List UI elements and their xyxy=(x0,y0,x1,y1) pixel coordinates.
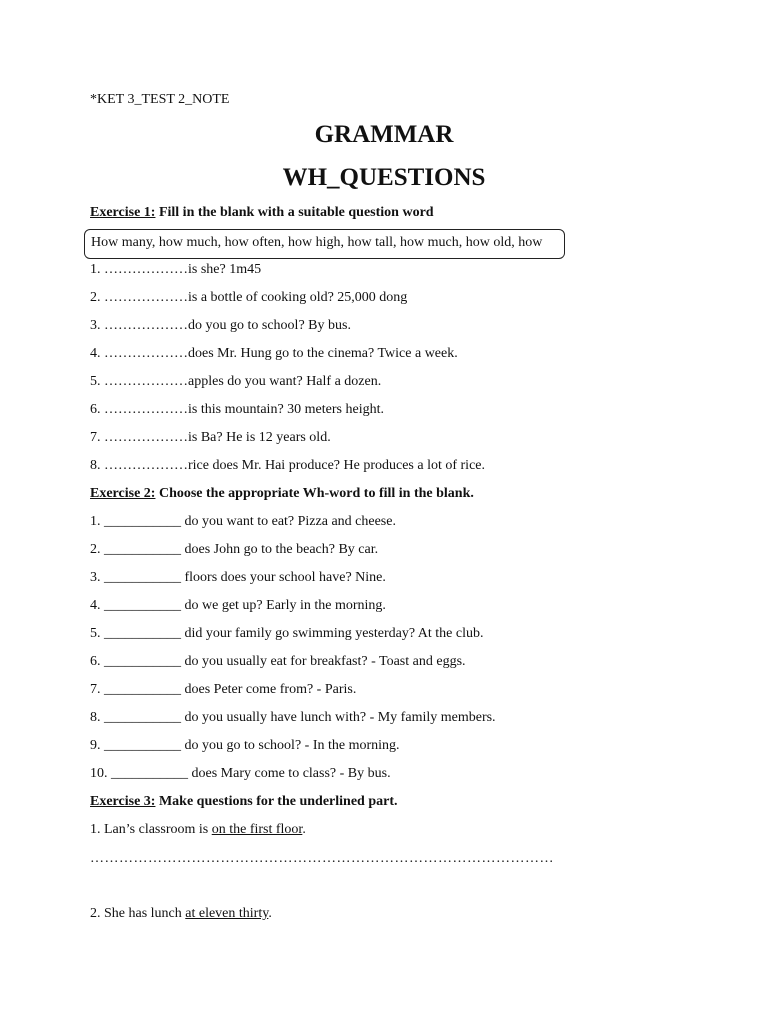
exercise-3-item xyxy=(90,906,272,922)
exercise-2-item: 8. ___________ do you usually have lunch with? - My family members. xyxy=(90,710,496,725)
exercise-1-item: 1. ………………is she? 1m45 xyxy=(90,262,262,277)
exercise-2-item: 2. ___________ does John go to the beach? By car. xyxy=(90,542,379,557)
exercise-2-item: 4. ___________ do we get up? Early in the morning. xyxy=(90,598,386,613)
exercise-3-heading xyxy=(90,794,398,810)
underlined-part: at eleven thirty xyxy=(185,906,269,921)
exercise-3-instruction: Make questions for the underlined part. xyxy=(155,794,398,809)
exercise-2-item: 9. ___________ do you go to school? - In the morning. xyxy=(90,738,400,753)
word-box xyxy=(84,229,565,259)
item-text: 1. Lan’s classroom is xyxy=(90,822,212,837)
word-box-text: How many, how much, how often, how high, how tall, how much, how old, how xyxy=(91,235,543,250)
exercise-3-item xyxy=(90,822,306,838)
exercise-1-item: 6. ………………is this mountain? 30 meters height. xyxy=(90,402,384,417)
exercise-1-item: 4. ………………does Mr. Hung go to the cinema? Twice a week. xyxy=(90,346,458,361)
page-title: GRAMMAR xyxy=(314,121,454,148)
exercise-1-item: 5. ………………apples do you want? Half a dozen. xyxy=(90,374,382,389)
exercise-1-item: 8. ………………rice does Mr. Hai produce? He produces a lot of rice. xyxy=(90,458,485,473)
exercise-1-item: 3. ………………do you go to school? By bus. xyxy=(90,318,351,333)
exercise-1-heading xyxy=(90,205,434,221)
exercise-1-label: Exercise 1: xyxy=(90,205,156,220)
exercise-2-item: 1. ___________ do you want to eat? Pizza and cheese. xyxy=(90,514,396,529)
exercise-2-label: Exercise 2: xyxy=(90,486,156,501)
page-subtitle: WH_QUESTIONS xyxy=(282,164,486,191)
header-note: *KET 3_TEST 2_NOTE xyxy=(90,92,230,107)
exercise-2-item: 7. ___________ does Peter come from? - Paris. xyxy=(90,682,357,697)
exercise-3-label: Exercise 3: xyxy=(90,794,156,809)
underlined-part: on the first floor xyxy=(211,822,303,837)
exercise-1-item: 2. ………………is a bottle of cooking old? 25,000 dong xyxy=(90,290,408,305)
exercise-2-item: 5. ___________ did your family go swimming yesterday? At the club. xyxy=(90,626,484,641)
exercise-1-instruction: Fill in the blank with a suitable question word xyxy=(155,205,434,220)
item-punctuation: . xyxy=(302,822,306,837)
answer-line: …………………………………………………………………………………… xyxy=(90,851,554,866)
exercise-2-item: 10. ___________ does Mary come to class? - By bus. xyxy=(90,766,391,781)
exercise-2-item: 3. ___________ floors does your school have? Nine. xyxy=(90,570,386,585)
item-text: 2. She has lunch xyxy=(90,906,186,921)
exercise-2-item: 6. ___________ do you usually eat for breakfast? - Toast and eggs. xyxy=(90,654,466,669)
exercise-2-heading xyxy=(90,486,474,502)
item-punctuation: . xyxy=(268,906,272,921)
exercise-1-item: 7. ………………is Ba? He is 12 years old. xyxy=(90,430,331,445)
exercise-2-instruction: Choose the appropriate Wh-word to fill in the blank. xyxy=(155,486,474,501)
